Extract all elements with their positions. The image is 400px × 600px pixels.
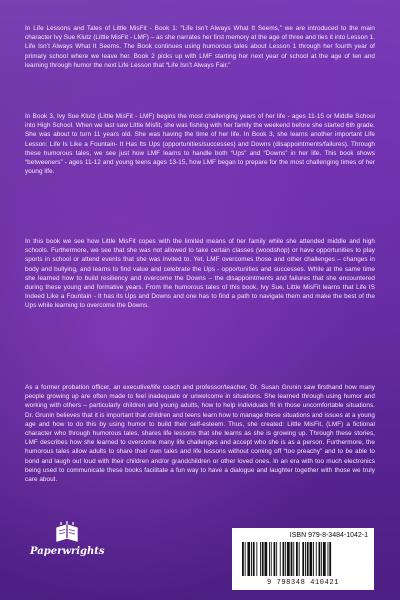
- paragraph-text: In Life Lessons and Tales of Little MisFit - Book 1: “Life Isn’t Always What It Seems,” we are introduced to the main character Ivy Sue Klutz (Little MisFit - LMF) – as she narrates her first memory at the age of three and ties it into Lesson 1. Life Isn’t Always What It Seems. The Book continues using humorous tales about Lesson 1 through her fourth year of primary school where we leave her. Book 2 picks up with LMF starting her next year of school at the age of ten and learning through humor the next Life Lesson that “Life Isn’t Always Fair.”: [25, 25, 375, 69]
- barcode-bars: [240, 542, 366, 576]
- paragraph-text: In this book we see how Little MisFit copes with the limited means of her family while she attended middle and high schools. Furthermore, we see that she was not allowed to take certain classes (woodshop) or have opportunities to play sports in school or attend events that she was invited to. Yet, LMF overcomes those and other challenges – changes in body and bullying, and learns to find value and celebrate the Ups - opportunities and successes. While at the same time she learned how to build resiliency and overcome the Downs – the disappointments and failures that she encountered during these young and formative years. From the humorous tales of this book, Ivy Sue, Little MisFit learns that Life IS Indeed Like a Fountain - It has its Ups and Downs and one has to find a path to navigate them and make the best of the Ups while learning to overcome the Downs.: [25, 238, 375, 310]
- back-cover-paragraph-4: [25, 383, 375, 484]
- open-book-icon: [54, 520, 80, 546]
- publisher-name: Paperwrights: [30, 546, 105, 557]
- publisher-logo: [30, 520, 105, 568]
- back-cover-paragraph-2: [25, 112, 375, 176]
- barcode-digits: 9 798348 410421: [266, 579, 339, 587]
- back-cover-paragraph-1: [25, 24, 375, 70]
- back-cover-paragraph-3: [25, 237, 375, 311]
- paragraph-text: As a former probation officer, an executive/life coach and professor/teacher, Dr. Susan Grunin saw firsthand how many people growing up are often made to feel inadequate or unwelcome in situations. She learned through using humor and working with others – particularly children and young adults, how to help individuals fit in those uncomfortable situations. Dr. Grunin believes that it is important that children and teens learn how to manage these situations and issues at a young age and how to do this by using humor to build their self-esteem. Thus, she created: Little MisFit, (LMF) a fictional character who through humorous tales, shares life lessons that she learns as she is growing up. Through these stories, LMF describes how she learned to overcome many life challenges and accept who she is as a person. Furthermore, the humorous tales allow adults to share their own tales and life lessons without coming off “too preachy” and to be able to bond and laugh out loud with their children and/or grandchildren or other loved ones. In an era with too much electronics being used to communicate these books facilitate a fun way to have a dialogue and laughter together with those we truly care about.: [25, 384, 375, 484]
- isbn-label: ISBN 979-8-3484-1042-1: [289, 532, 368, 539]
- paragraph-text: In Book 3, Ivy Sue Klutz (Little MisFit - LMF) begins the most challenging years of her life - ages 11-15 or Middle School into High School. When we last saw Little Misfit, she was fishing with her family the weekend before she started 6th grade. She was about to turn 11 years old. She was having the time of her life. In Book 3, she learns another important Life Lesson: Life Is Like a Fountain- It Has Its Ups (opportunities/successes) and Downs (disappointments/failures). Through these humorous tales, we see just how LMF learns to handle both “Ups” and “Downs” in her life. This book shows “betweeners” - ages 11-12 and young teens ages 13-15, how LMF began to prepare for the most challenging times of her young life.: [25, 113, 375, 176]
- isbn-barcode: [232, 528, 374, 590]
